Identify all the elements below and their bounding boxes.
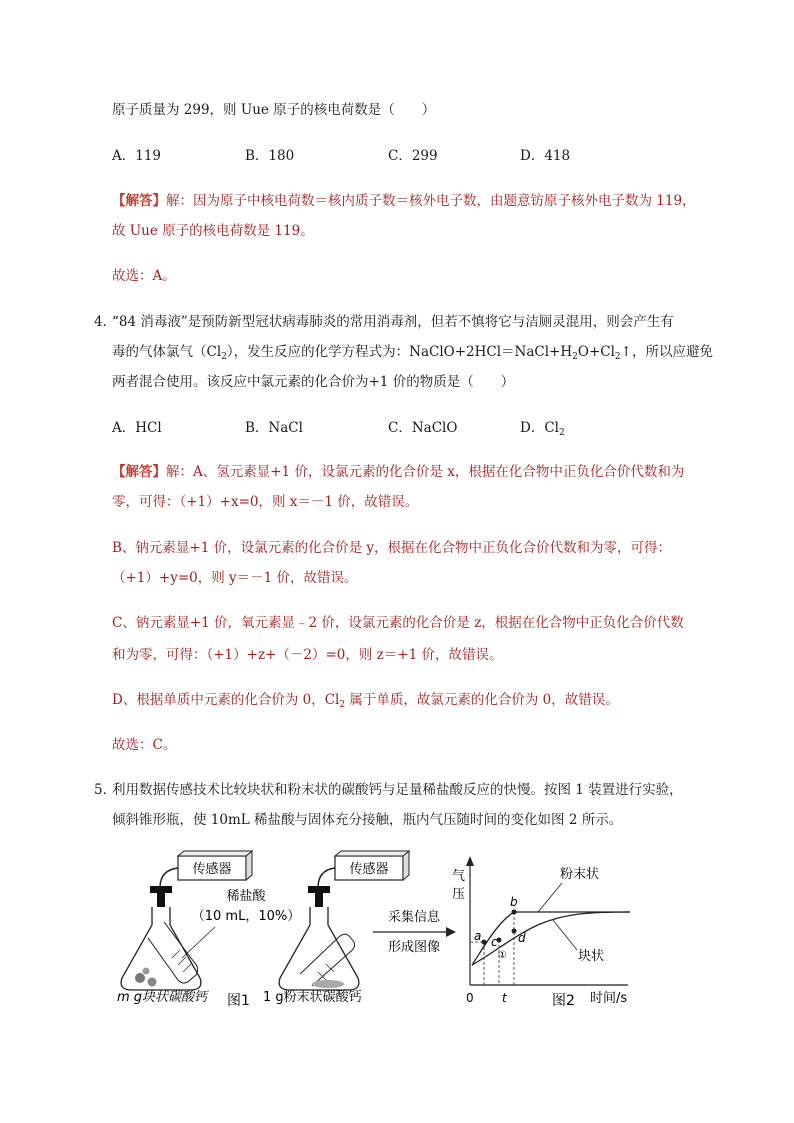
q4-l2d: ↑，所以应避免 [620,344,713,360]
fig2-caption: 图2 [552,993,575,1009]
curve-block-label: 块状 [578,949,605,964]
arrow-head [446,927,456,937]
flask-1-label: m g块状碳酸钙 [117,990,208,1005]
acid-hatch-2a [318,972,326,980]
y-axis-label-2: 压 [452,887,466,902]
block-pointer [553,920,577,950]
q4-stem-line-1: “84 消毒液”是预防新型冠状病毒肺炎的常用消毒剂，但若不慎将它与洁厕灵混用，则会产生有 [112,314,674,330]
q4-d-text-a: D、根据单质中元素的化合价为 0，Cl [112,692,340,708]
q5-number: 5． [94,782,117,798]
answer-tag: 【解答】 [112,464,166,480]
q4-option-d-text: D．Cl [520,420,559,436]
solid-lump-1a [135,973,145,983]
q4-l2c: O+Cl [577,344,615,360]
point-a-label: a [474,929,482,943]
sensor-1-label: 传感器 [192,862,232,877]
sensor-2-wire [318,868,335,888]
q3-answer-line-2: 故 Uue 原子的核电荷数是 119。 [112,223,314,239]
powder-2 [312,980,344,988]
answer-tag: 【解答】 [112,193,166,209]
q4-answer-c-line-1: C、钠元素显+1 价，氧元素显﹣2 价，设氯元素的化合价是 z，根据在化合物中正负化合价代数 [112,615,684,631]
solid-lump-1b [148,978,157,987]
y-axis-label-1: 气 [452,869,466,884]
pressure-graph [452,856,630,1009]
stopper-2 [308,886,330,893]
test-tube-2 [300,934,355,986]
point-b [512,910,517,915]
q4-option-d-sub: 2 [558,428,565,438]
point-c-label: c [491,935,498,949]
q3-option-b: B．180 [245,148,295,164]
q4-answer-c-line-2: 和为零，可得：（+1）+z+（－2）=0，则 z＝+1 价，故错误。 [112,647,503,663]
q4-l2b: ），发生反应的化学方程式为：NaClO+2HCl＝NaCl+H [226,344,573,360]
acid-name-label: 稀盐酸 [226,889,266,904]
q4-answer-b-line-2: （+1）+y=0，则 y＝－1 价，故错误。 [112,570,358,586]
acid-hatch-1a [178,957,186,965]
q3-option-a: A．119 [112,148,162,164]
q4-l2sub3: 2 [614,352,621,362]
acid-pointer-line [182,927,215,958]
origin-label: 0 [466,991,474,1005]
circle-mark: ① [498,950,507,961]
arrow-bottom-label: 形成图像 [387,940,441,955]
sensor-2-box-top [335,851,409,856]
q3-option-c: C．299 [388,148,438,164]
q4-option-a: A．HCl [112,420,162,436]
q4-option-c: C．NaClO [388,420,458,436]
q4-choice: 故选：C。 [112,737,177,753]
q5-stem-line-1: 利用数据传感技术比较块状和粉末状的碳酸钙与足量稀盐酸反应的快慢。按图 1 装置进行实验， [112,782,683,798]
acid-hatch-1c [172,950,180,958]
stopper-1 [150,886,172,893]
y-axis-arrow [466,856,474,866]
sensor-1-wire [160,868,178,888]
t-label: t [502,991,507,1005]
x-axis-label: 时间/s [590,991,628,1006]
flask-1-body [121,907,201,990]
q5-stem-line-2: 倾斜锥形瓶，使 10mL 稀盐酸与固体充分接触，瓶内气压随时间的变化如图 2 所示。 [112,812,623,828]
q3-option-d: D．418 [520,148,571,164]
powder-pointer [538,883,562,912]
q4-answer-b-line-1: B、钠元素显+1 价，设氯元素的化合价是 y，根据在化合物中正负化合价代数和为零，可得： [112,540,672,556]
q3-stem-tail: 原子质量为 299，则 Uue 原子的核电荷数是（ ） [112,102,436,118]
fig1-caption: 图1 [227,993,250,1009]
sensor-2-label: 传感器 [349,862,389,877]
q4-answer-a-text-1: 解：A、氢元素显+1 价，设氯元素的化合价是 x，根据在化合物中正负化合价代数和为 [166,464,685,480]
q4-l2sub2: 2 [572,352,578,362]
q4-d-text-b: 属于单质，故氯元素的化合价为 0，故错误。 [345,692,619,708]
stopper-1-stem [157,893,165,907]
q3-choice: 故选：A。 [112,268,176,284]
acid-hatch-1b [183,963,192,972]
flask-2-label: 1 g粉末状碳酸钙 [263,990,362,1005]
q4-l2a: 毒的气体氯气（Cl [112,344,222,360]
curve-powder-label: 粉末状 [560,867,600,882]
sensor-1-box-top [178,851,252,856]
point-b-label: b [510,895,518,909]
q4-stem-line-3: 两者混合使用。该反应中氯元素的化合价为+1 价的物质是（ ） [112,374,515,390]
q4-number: 4． [94,314,117,330]
q4-option-b: B．NaCl [245,420,303,436]
q3-answer-text-1: 解：因为原子中核电荷数＝核内质子数＝核外电子数，由题意钫原子核外电子数为 119， [166,193,696,209]
point-d-label: d [518,931,526,945]
stopper-2-stem [315,893,323,907]
arrow-top-label: 采集信息 [387,910,441,925]
solid-lump-1c [143,968,150,975]
test-tube-2-body [300,934,355,986]
q4-d-sub: 2 [339,700,346,710]
acid-spec-label: （10 mL，10%） [191,909,301,924]
point-d [512,929,517,934]
q4-l2sub: 2 [221,352,227,362]
q4-answer-a-line-2: 零，可得：（+1）+x=0，则 x＝－1 价，故错误。 [112,494,419,510]
point-a [482,940,487,945]
